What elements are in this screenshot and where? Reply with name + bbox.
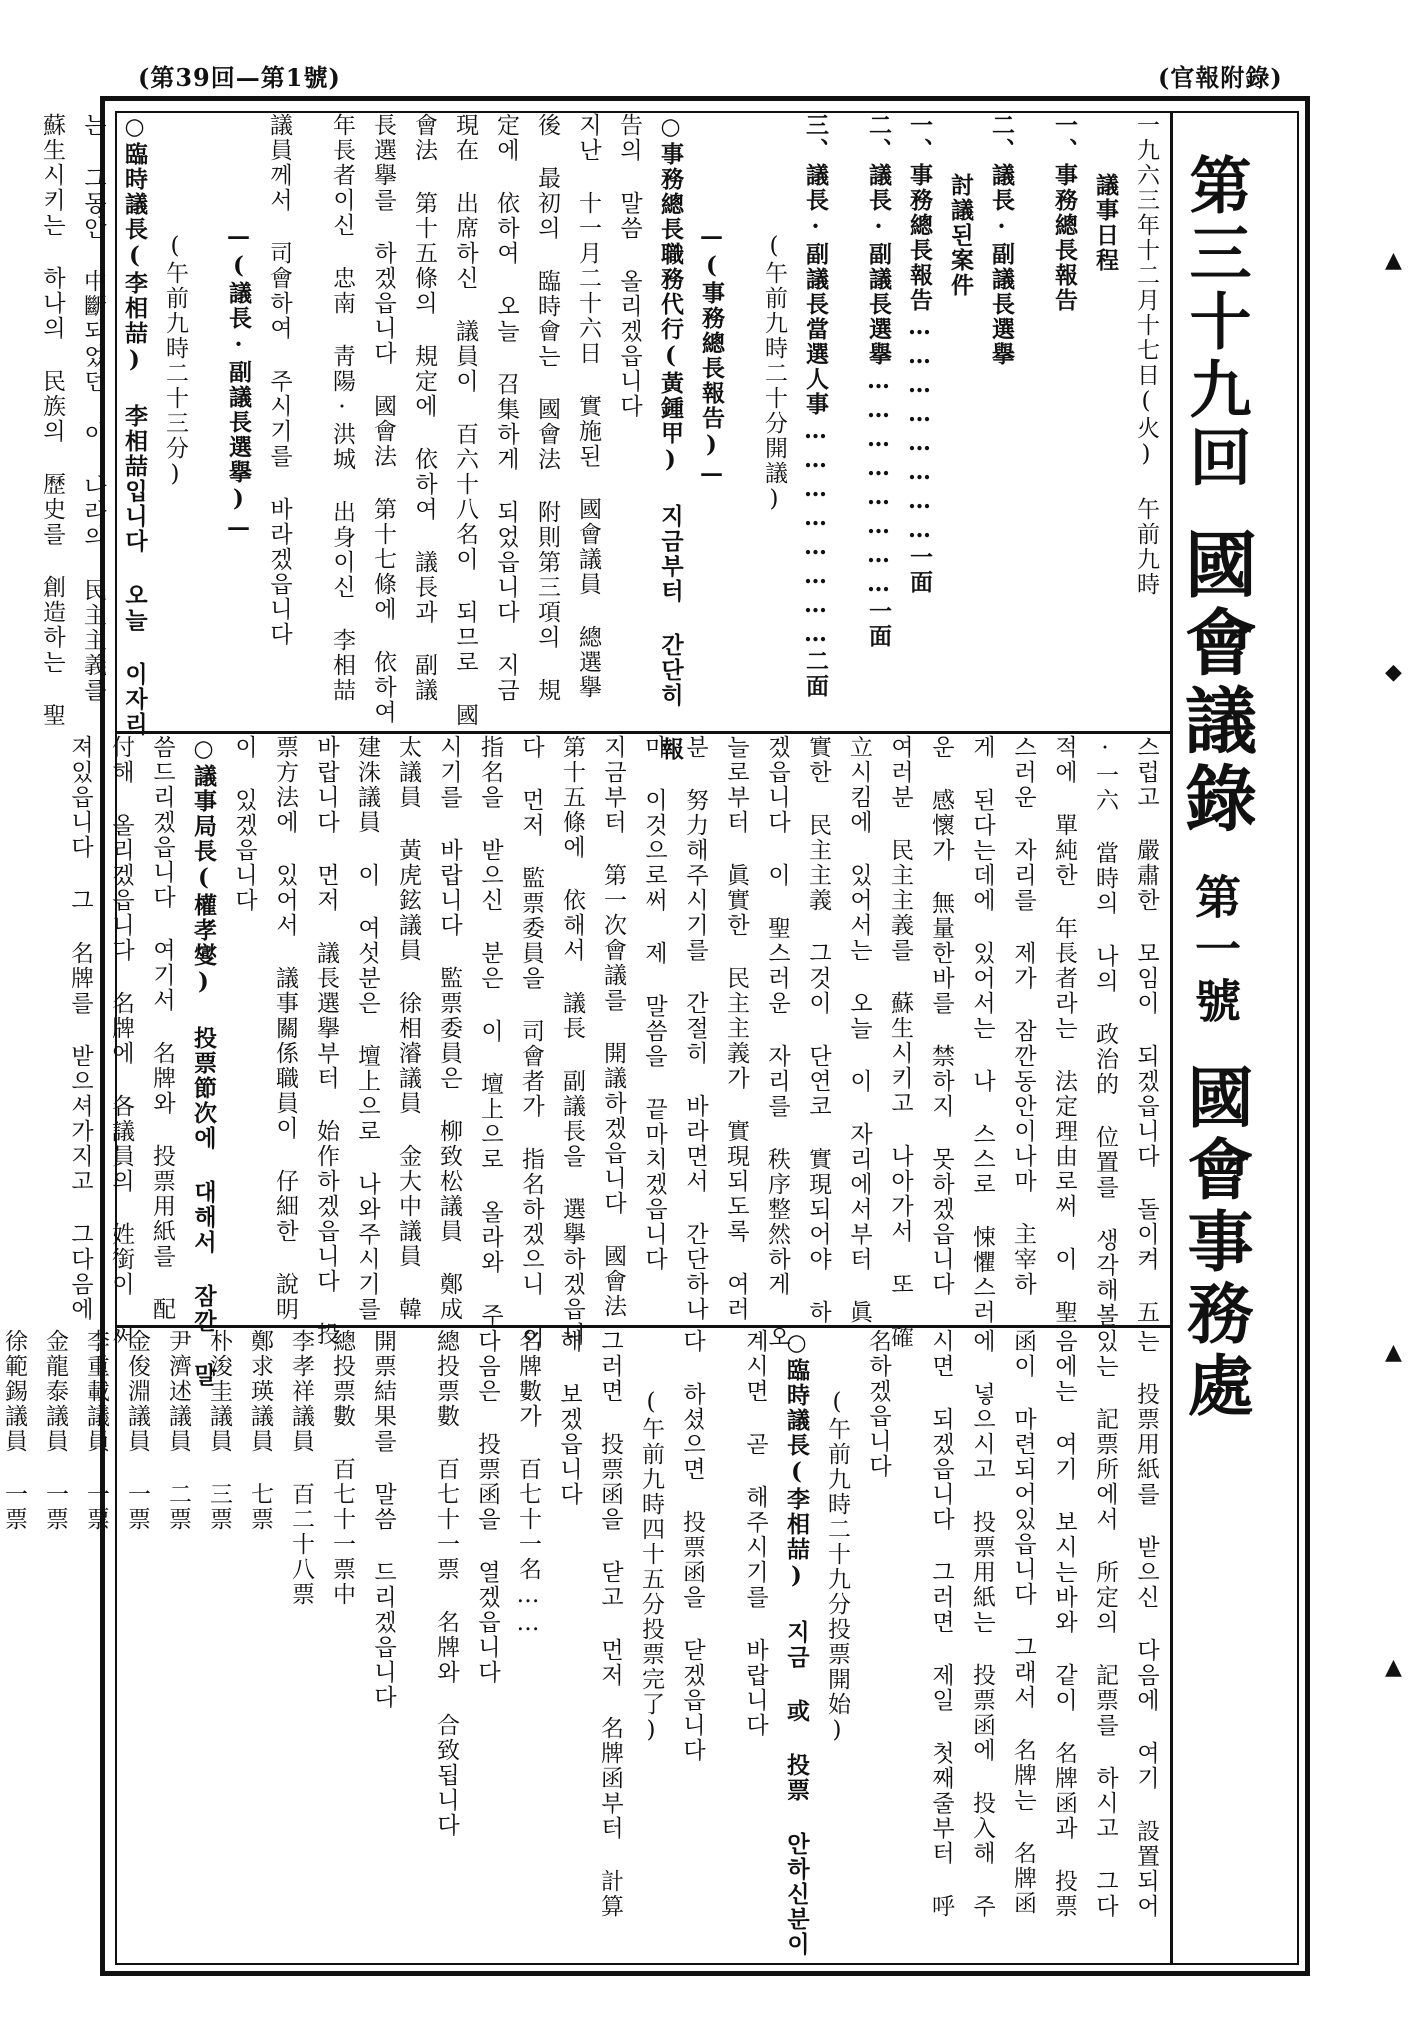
text-column: 는 그동안 中斷되었던 이 나라의 民主主義를 bbox=[80, 113, 106, 703]
text-column: 尹濟述議員 二票 bbox=[165, 1329, 191, 1532]
text-column: (午前九時二十分開議) bbox=[761, 233, 787, 514]
text-column: 票方法에 있어서 議事關係職員이 仔細한 說明 bbox=[272, 735, 298, 1322]
text-column: 鄭求瑛議員 七票 bbox=[247, 1329, 273, 1532]
text-column: 告의 말씀 올리겠읍니다 bbox=[616, 113, 642, 419]
text-column: 太議員 黃虎鉉議員 徐相濬議員 金大中議員 韓 bbox=[395, 735, 421, 1322]
text-column: 李孝祥議員 百二十八票 bbox=[288, 1329, 314, 1607]
text-column: 마 이것으로써 제 말씀을 끝마치겠읍니다 bbox=[641, 735, 667, 1272]
text-column: 는 投票用紙를 받으신 다음에 여기 設置되어 bbox=[1133, 1329, 1159, 1919]
text-column: 二、議長·副議長選擧 bbox=[988, 113, 1015, 367]
text-column: 長選擧를 하겠읍니다 國會法 第十七條에 依하여 bbox=[370, 113, 396, 725]
text-column: 名하겠읍니다 bbox=[865, 1329, 891, 1479]
margin-mark: ◆ bbox=[1385, 660, 1402, 685]
text-column: 蘇生시키는 하나의 民族의 歷史를 創造하는 聖 bbox=[39, 113, 65, 728]
text-column: 그러면 投票函을 닫고 먼저 名牌函부터 計算 bbox=[597, 1329, 623, 1919]
text-column: 계시면 곧 해주시기를 바랍니다 bbox=[742, 1329, 768, 1738]
masthead bbox=[1163, 153, 1267, 1423]
text-column: 분 努力해주시기를 간절히 바라면서 간단하나 bbox=[682, 735, 708, 1322]
text-column: (午前九時二十三分) bbox=[162, 233, 188, 489]
text-column: 後 最初의 臨時會는 國會法 附則第三項의 規 bbox=[534, 113, 560, 703]
section-divider bbox=[117, 731, 1173, 734]
text-column: ○臨時議長(李相喆) 지금 或 投票 안하신분이 bbox=[783, 1329, 810, 1957]
text-column: 名牌數가 百七十一名…… bbox=[515, 1329, 541, 1638]
text-column: 現在 出席하신 議員이 百六十八名이 되므로 國 bbox=[452, 113, 478, 728]
text-column: 付해 올리겠읍니다 名牌에 各議員의 姓銜이 써 bbox=[108, 735, 134, 1350]
text-column: 져있읍니다 그 名牌를 받으셔가지고 그다음에 bbox=[67, 735, 93, 1322]
text-column: 에 넣으시고 投票用紙는 投票函에 投入해 주 bbox=[969, 1329, 995, 1919]
masthead-title: 國會議錄 bbox=[1173, 527, 1258, 839]
text-column: 늘로부터 眞實한 民主主義가 實現되도록 여러 bbox=[723, 735, 749, 1322]
text-column: 朴浚圭議員 三票 bbox=[206, 1329, 232, 1532]
text-column: —(事務總長報告)— bbox=[698, 223, 725, 489]
text-columns bbox=[37, 113, 1161, 762]
text-column: 一、事務總長報告……………………一面 bbox=[906, 113, 933, 595]
text-column: 시기를 바랍니다 監票委員은 柳致松議員 鄭成 bbox=[436, 735, 462, 1322]
text-column: 다 먼저 監票委員을 司會者가 指名하겠으니 이 bbox=[518, 735, 544, 1350]
text-column: 게 된다는데에 있어서는 나 스스로 悚懼스러 bbox=[969, 735, 995, 1325]
text-column: 實한 民主主義 그것이 단연코 實現되어야 하 bbox=[805, 735, 831, 1325]
text-column: 開票結果를 말씀 드리겠읍니다 bbox=[370, 1329, 396, 1710]
text-columns bbox=[0, 1329, 1161, 1961]
section-agenda-and-report bbox=[39, 113, 1173, 762]
text-column: 스럽고 嚴肅한 모임이 되겠읍니다 돌이켜 五 bbox=[1133, 735, 1159, 1325]
section-voting-results bbox=[1, 1329, 1173, 1961]
masthead-office: 國會事務處 bbox=[1176, 1063, 1254, 1423]
margin-mark: ▲ bbox=[1385, 1340, 1402, 1365]
text-column: 바랍니다 먼저 議長選擧부터 始作하겠읍니다 投 bbox=[313, 735, 339, 1347]
text-column: 있는 記票所에서 所定의 記票를 하시고 그다 bbox=[1092, 1329, 1118, 1919]
text-column: ○事務總長職務代行(黃鍾甲) 지금부터 간단히 報 bbox=[657, 113, 684, 762]
text-column: ·一六 當時의 나의 政治的 位置를 생각해볼 bbox=[1092, 735, 1118, 1328]
page-frame bbox=[1, 96, 1310, 1976]
text-column: 해 보겠읍니다 bbox=[556, 1329, 582, 1507]
text-column: 第十五條에 依해서 議長 副議長을 選擧하겠읍니 bbox=[559, 735, 585, 1347]
text-column: 徐範錫議員 一票 bbox=[1, 1329, 27, 1532]
text-column: 議員께서 司會하여 주시기를 바라겠읍니다 bbox=[266, 113, 292, 647]
text-column: 一九六三年十二月十七日(火) 午前九時 bbox=[1133, 113, 1159, 597]
section-divider bbox=[117, 1325, 1173, 1328]
text-column: 金龍泰議員 一票 bbox=[42, 1329, 68, 1532]
masthead-column bbox=[1170, 113, 1297, 1963]
text-column: 적에 單純한 年長者라는 法定理由로써 이 聖 bbox=[1051, 735, 1077, 1325]
text-column: (午前九時四十五分投票完了) bbox=[638, 1389, 664, 1745]
text-column: 지금부터 第一次會議를 開議하겠읍니다 國會法 bbox=[600, 735, 626, 1319]
masthead-number: 第一號 bbox=[1188, 873, 1242, 1029]
text-column: 年長者이신 忠南 靑陽·洪城 出身이신 李相喆 bbox=[329, 113, 355, 703]
text-column: —(議長·副議長選擧)— bbox=[225, 223, 252, 543]
text-column: 음에는 여기 보시는바와 같이 名牌函과 投票 bbox=[1051, 1329, 1077, 1919]
text-column: 스러운 자리를 제가 잠깐동안이나마 主宰하 bbox=[1010, 735, 1036, 1297]
text-column: 이 있겠읍니다 bbox=[231, 735, 257, 913]
page-header-issue: (第39回—第1號) bbox=[138, 63, 341, 92]
text-column: 會法 第十五條의 規定에 依하여 議長과 副議 bbox=[411, 113, 437, 703]
text-column: 씀드리겠읍니다 여기서 名牌와 投票用紙를 配 bbox=[149, 735, 175, 1322]
text-column: 函이 마련되어있읍니다 그래서 名牌는 名牌函 bbox=[1010, 1329, 1036, 1916]
text-column: 二、議長·副議長選擧……………………一面 bbox=[865, 113, 892, 649]
text-column: 定에 依하여 오늘 召集하게 되었읍니다 지금 bbox=[493, 113, 519, 703]
text-column: 總投票數 百七十一票 名牌와 合致됩니다 bbox=[433, 1329, 459, 1838]
text-column: ○議事局長(權孝燮) 投票節次에 대해서 잠깐 말 bbox=[190, 735, 217, 1388]
text-column: 三、議長·副議長當選人事……………………二面 bbox=[802, 113, 829, 699]
text-column: 立시킴에 있어서는 오늘 이 자리에서부터 眞 bbox=[846, 735, 872, 1325]
text-column: 다음은 投票函을 열겠읍니다 bbox=[474, 1329, 500, 1685]
text-column: 一、事務總長報告 bbox=[1051, 113, 1078, 313]
text-column: 운 感懷가 無量한바를 禁하지 못하겠읍니다 bbox=[928, 735, 954, 1297]
text-column: 여러분 民主主義를 蘇生시키고 나아가서 또 確 bbox=[887, 735, 913, 1350]
text-column: 金俊淵議員 一票 bbox=[124, 1329, 150, 1532]
margin-mark: ▲ bbox=[1385, 248, 1402, 273]
text-column: (午前九時二十九分投票開始) bbox=[824, 1389, 850, 1745]
text-column: 總投票數 百七十一票中 bbox=[329, 1329, 355, 1607]
text-column: 建洙議員 이 여섯분은 壇上으로 나와주시기를 bbox=[354, 735, 380, 1322]
page-header-gazette: (官報附錄) bbox=[1158, 63, 1283, 92]
text-column: 다 하셨으면 投票函을 닫겠읍니다 bbox=[679, 1329, 705, 1763]
text-columns bbox=[65, 735, 1161, 1388]
text-column: 겠읍니다 이 聖스러운 자리를 秩序整然하게 오 bbox=[764, 735, 790, 1350]
text-column: 指名을 받으신 분은 이 壇上으로 올라와 주 bbox=[477, 735, 503, 1328]
text-column: 시면 되겠읍니다 그러면 제일 첫째줄부터 呼 bbox=[928, 1329, 954, 1919]
text-column: 討議된案件 bbox=[947, 173, 974, 298]
section-opening-address bbox=[67, 735, 1173, 1388]
margin-mark: ▲ bbox=[1385, 1655, 1402, 1680]
text-column: 議事日程 bbox=[1092, 173, 1119, 273]
text-column: 李重載議員 一票 bbox=[83, 1329, 109, 1532]
text-column: 지난 十一月二十六日 實施된 國會議員 總選擧 bbox=[575, 113, 601, 700]
text-column: ○臨時議長(李相喆) 李相喆입니다 오늘 이자리 bbox=[121, 113, 148, 737]
masthead-session: 第三十九回 bbox=[1179, 153, 1252, 493]
page-inner-frame bbox=[1, 111, 1299, 1965]
